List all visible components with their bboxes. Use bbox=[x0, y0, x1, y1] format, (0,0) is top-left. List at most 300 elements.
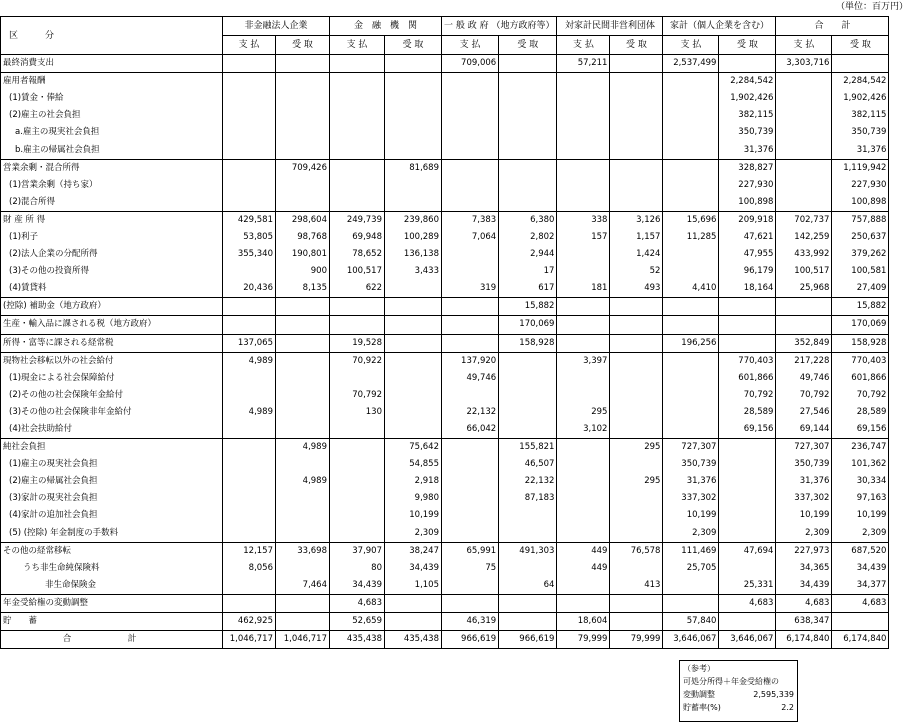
table-cell: 2,309 bbox=[832, 525, 889, 543]
table-cell bbox=[276, 298, 330, 316]
reference-line2-value: 2,595,339 bbox=[753, 690, 794, 699]
header-recv: 受 取 bbox=[832, 36, 889, 55]
table-cell bbox=[557, 370, 610, 387]
table-cell: 379,262 bbox=[832, 246, 889, 263]
table-cell: 295 bbox=[610, 473, 663, 490]
table-cell bbox=[557, 334, 610, 352]
table-cell: 100,898 bbox=[719, 194, 776, 212]
table-cell: 27,409 bbox=[832, 280, 889, 298]
table-cell bbox=[442, 141, 499, 159]
table-cell bbox=[385, 73, 442, 91]
table-cell bbox=[276, 404, 330, 421]
table-cell: 702,737 bbox=[776, 211, 832, 229]
table-cell bbox=[330, 456, 385, 473]
table-cell bbox=[776, 73, 832, 91]
table-cell bbox=[499, 352, 557, 370]
table-cell bbox=[499, 525, 557, 543]
table-cell bbox=[610, 141, 663, 159]
table-cell: 3,303,716 bbox=[776, 55, 832, 73]
table-cell bbox=[385, 177, 442, 194]
table-row bbox=[1, 594, 889, 612]
table-cell bbox=[557, 525, 610, 543]
table-row bbox=[1, 421, 889, 439]
table-cell bbox=[223, 55, 276, 73]
table-row bbox=[1, 490, 889, 507]
table-cell: 328,827 bbox=[719, 159, 776, 177]
table-cell: 617 bbox=[499, 280, 557, 298]
table-cell: 10,199 bbox=[663, 507, 719, 524]
table-cell bbox=[610, 613, 663, 631]
table-cell bbox=[223, 194, 276, 212]
table-cell bbox=[442, 124, 499, 141]
row-label: (2)雇主の帰属社会負担 bbox=[1, 473, 223, 490]
table-cell: 1,046,717 bbox=[223, 631, 276, 649]
row-label: (3)その他の社会保険非年金給付 bbox=[1, 404, 223, 421]
table-cell: 20,436 bbox=[223, 280, 276, 298]
table-cell: 382,115 bbox=[719, 107, 776, 124]
table-cell bbox=[442, 439, 499, 457]
table-cell: 1,046,717 bbox=[276, 631, 330, 649]
table-cell: 31,376 bbox=[663, 473, 719, 490]
table-cell bbox=[442, 90, 499, 107]
row-label: (1)現金による社会保障給付 bbox=[1, 370, 223, 387]
table-cell bbox=[610, 55, 663, 73]
table-cell bbox=[557, 473, 610, 490]
table-cell: 622 bbox=[330, 280, 385, 298]
table-cell: 30,334 bbox=[832, 473, 889, 490]
table-cell bbox=[663, 124, 719, 141]
table-cell: 7,064 bbox=[442, 229, 499, 246]
table-cell bbox=[557, 141, 610, 159]
table-row bbox=[1, 159, 889, 177]
table-cell bbox=[276, 352, 330, 370]
table-cell bbox=[663, 159, 719, 177]
table-cell: 76,578 bbox=[610, 542, 663, 560]
table-cell bbox=[276, 507, 330, 524]
table-cell: 413 bbox=[610, 577, 663, 595]
table-cell bbox=[442, 263, 499, 280]
row-label: (1)雇主の現実社会負担 bbox=[1, 456, 223, 473]
table-cell bbox=[330, 55, 385, 73]
table-cell: 433,992 bbox=[776, 246, 832, 263]
table-row bbox=[1, 124, 889, 141]
row-label: (1)利子 bbox=[1, 229, 223, 246]
table-cell bbox=[276, 73, 330, 91]
table-cell: 4,683 bbox=[330, 594, 385, 612]
table-cell bbox=[276, 594, 330, 612]
table-cell bbox=[557, 439, 610, 457]
table-cell: 66,042 bbox=[442, 421, 499, 439]
table-cell bbox=[330, 141, 385, 159]
table-row bbox=[1, 246, 889, 263]
table-cell bbox=[719, 456, 776, 473]
table-cell bbox=[499, 507, 557, 524]
header-group: 一 般 政 府 （地方政府等） bbox=[442, 17, 557, 36]
header-pay: 支 払 bbox=[330, 36, 385, 55]
table-cell bbox=[557, 90, 610, 107]
table-cell: 227,930 bbox=[832, 177, 889, 194]
reference-line3-value: 2.2 bbox=[781, 703, 794, 712]
income-distribution-table bbox=[0, 16, 889, 649]
table-cell: 966,619 bbox=[442, 631, 499, 649]
table-cell: 295 bbox=[557, 404, 610, 421]
row-label: 非生命保険金 bbox=[1, 577, 223, 595]
table-cell bbox=[610, 177, 663, 194]
row-label: (2)法人企業の分配所得 bbox=[1, 246, 223, 263]
table-cell: 100,517 bbox=[776, 263, 832, 280]
table-cell: 37,907 bbox=[330, 542, 385, 560]
table-cell: 350,739 bbox=[776, 456, 832, 473]
table-cell: 2,309 bbox=[776, 525, 832, 543]
table-cell bbox=[385, 352, 442, 370]
table-cell: 638,347 bbox=[776, 613, 832, 631]
table-row bbox=[1, 387, 889, 404]
table-cell bbox=[442, 334, 499, 352]
table-cell: 3,646,067 bbox=[719, 631, 776, 649]
table-cell bbox=[276, 560, 330, 577]
header-group: 家計（個人企業を含む） bbox=[663, 17, 776, 36]
table-cell bbox=[223, 73, 276, 91]
table-cell bbox=[610, 560, 663, 577]
table-cell bbox=[610, 298, 663, 316]
table-cell: 47,955 bbox=[719, 246, 776, 263]
table-row bbox=[1, 73, 889, 91]
table-cell: 727,307 bbox=[663, 439, 719, 457]
table-cell: 101,362 bbox=[832, 456, 889, 473]
row-label: (5) (控除) 年金制度の手数料 bbox=[1, 525, 223, 543]
row-label: 所得・富等に課される経常税 bbox=[1, 334, 223, 352]
table-cell bbox=[276, 370, 330, 387]
table-cell bbox=[663, 370, 719, 387]
table-cell bbox=[499, 387, 557, 404]
table-cell bbox=[442, 246, 499, 263]
table-cell: 209,918 bbox=[719, 211, 776, 229]
table-cell: 81,689 bbox=[385, 159, 442, 177]
table-cell: 900 bbox=[276, 263, 330, 280]
row-label: (3)その他の投資所得 bbox=[1, 263, 223, 280]
table-cell: 19,528 bbox=[330, 334, 385, 352]
table-cell: 4,683 bbox=[776, 594, 832, 612]
table-cell bbox=[610, 107, 663, 124]
table-cell: 49,746 bbox=[442, 370, 499, 387]
table-row bbox=[1, 456, 889, 473]
row-label: 最終消費支出 bbox=[1, 55, 223, 73]
row-label: (1)営業余剰（持ち家） bbox=[1, 177, 223, 194]
table-cell: 80 bbox=[330, 560, 385, 577]
table-cell bbox=[330, 439, 385, 457]
table-cell bbox=[223, 525, 276, 543]
table-cell: 31,376 bbox=[776, 473, 832, 490]
table-cell bbox=[499, 141, 557, 159]
table-cell: 709,426 bbox=[276, 159, 330, 177]
table-cell: 79,999 bbox=[610, 631, 663, 649]
table-cell bbox=[330, 107, 385, 124]
reference-title: （参考） bbox=[683, 664, 715, 673]
table-cell: 236,747 bbox=[832, 439, 889, 457]
table-row bbox=[1, 404, 889, 421]
table-cell: 6,174,840 bbox=[776, 631, 832, 649]
table-cell bbox=[330, 490, 385, 507]
table-cell bbox=[276, 456, 330, 473]
table-cell bbox=[776, 159, 832, 177]
table-cell bbox=[499, 370, 557, 387]
table-cell: 3,126 bbox=[610, 211, 663, 229]
table-cell bbox=[610, 594, 663, 612]
table-cell bbox=[330, 525, 385, 543]
table-cell: 1,902,426 bbox=[832, 90, 889, 107]
table-row bbox=[1, 352, 889, 370]
table-cell bbox=[276, 334, 330, 352]
table-cell: 98,768 bbox=[276, 229, 330, 246]
table-cell bbox=[442, 507, 499, 524]
row-label: (控除) 補助金（地方政府） bbox=[1, 298, 223, 316]
table-cell bbox=[223, 490, 276, 507]
table-cell bbox=[223, 90, 276, 107]
table-cell bbox=[663, 246, 719, 263]
row-label: (2)雇主の社会負担 bbox=[1, 107, 223, 124]
table-cell: 158,928 bbox=[499, 334, 557, 352]
table-cell bbox=[499, 594, 557, 612]
table-cell bbox=[330, 194, 385, 212]
table-cell: 4,989 bbox=[276, 439, 330, 457]
table-cell bbox=[385, 298, 442, 316]
table-cell: 22,132 bbox=[442, 404, 499, 421]
table-cell: 11,285 bbox=[663, 229, 719, 246]
row-label: (4)社会扶助給付 bbox=[1, 421, 223, 439]
table-cell bbox=[663, 404, 719, 421]
table-cell bbox=[719, 316, 776, 334]
table-cell bbox=[330, 124, 385, 141]
table-cell: 34,377 bbox=[832, 577, 889, 595]
table-cell: 137,920 bbox=[442, 352, 499, 370]
table-cell: 34,439 bbox=[385, 560, 442, 577]
row-label: 財 産 所 得 bbox=[1, 211, 223, 229]
table-cell: 435,438 bbox=[330, 631, 385, 649]
table-cell bbox=[223, 370, 276, 387]
table-cell bbox=[610, 194, 663, 212]
table-cell bbox=[610, 525, 663, 543]
table-cell bbox=[223, 594, 276, 612]
table-cell bbox=[663, 90, 719, 107]
table-cell bbox=[385, 55, 442, 73]
table-cell: 2,944 bbox=[499, 246, 557, 263]
table-cell: 1,157 bbox=[610, 229, 663, 246]
table-cell bbox=[442, 577, 499, 595]
table-cell: 601,866 bbox=[832, 370, 889, 387]
table-cell bbox=[442, 525, 499, 543]
table-cell: 2,309 bbox=[663, 525, 719, 543]
row-label: 純社会負担 bbox=[1, 439, 223, 457]
row-label: 現物社会移転以外の社会給付 bbox=[1, 352, 223, 370]
table-cell bbox=[330, 316, 385, 334]
table-row bbox=[1, 560, 889, 577]
table-cell: 757,888 bbox=[832, 211, 889, 229]
table-cell: 157 bbox=[557, 229, 610, 246]
header-pay: 支 払 bbox=[776, 36, 832, 55]
table-cell: 4,989 bbox=[223, 404, 276, 421]
table-cell: 10,199 bbox=[385, 507, 442, 524]
table-cell: 130 bbox=[330, 404, 385, 421]
table-cell: 429,581 bbox=[223, 211, 276, 229]
table-cell: 75,642 bbox=[385, 439, 442, 457]
table-cell: 295 bbox=[610, 439, 663, 457]
table-cell: 4,683 bbox=[832, 594, 889, 612]
table-cell bbox=[330, 298, 385, 316]
reference-line3-label: 貯蓄率(%) bbox=[683, 703, 721, 712]
table-cell bbox=[663, 387, 719, 404]
table-cell bbox=[499, 159, 557, 177]
table-cell bbox=[719, 560, 776, 577]
table-cell: 158,928 bbox=[832, 334, 889, 352]
table-row bbox=[1, 298, 889, 316]
table-cell: 1,902,426 bbox=[719, 90, 776, 107]
table-cell: 49,746 bbox=[776, 370, 832, 387]
table-cell bbox=[223, 107, 276, 124]
table-cell bbox=[276, 90, 330, 107]
table-cell bbox=[276, 124, 330, 141]
table-cell: 6,174,840 bbox=[832, 631, 889, 649]
table-row bbox=[1, 177, 889, 194]
table-cell bbox=[499, 613, 557, 631]
table-cell: 100,289 bbox=[385, 229, 442, 246]
table-cell bbox=[276, 421, 330, 439]
table-cell: 966,619 bbox=[499, 631, 557, 649]
table-cell: 12,157 bbox=[223, 542, 276, 560]
table-cell: 9,980 bbox=[385, 490, 442, 507]
table-cell: 449 bbox=[557, 542, 610, 560]
header-pay: 支 払 bbox=[442, 36, 499, 55]
table-cell: 8,056 bbox=[223, 560, 276, 577]
table-cell bbox=[276, 141, 330, 159]
table-cell: 227,930 bbox=[719, 177, 776, 194]
table-cell: 4,683 bbox=[719, 594, 776, 612]
table-cell bbox=[832, 613, 889, 631]
header-pay: 支 払 bbox=[557, 36, 610, 55]
table-cell bbox=[719, 298, 776, 316]
table-cell: 28,589 bbox=[832, 404, 889, 421]
header-group: 合 計 bbox=[776, 17, 889, 36]
row-label: 合 計 bbox=[1, 631, 223, 649]
row-label: (1)賃金・俸給 bbox=[1, 90, 223, 107]
table-cell bbox=[385, 404, 442, 421]
table-cell bbox=[330, 370, 385, 387]
table-row bbox=[1, 107, 889, 124]
table-cell bbox=[557, 316, 610, 334]
table-cell bbox=[330, 473, 385, 490]
row-label: 生産・輸入品に課される税（地方政府） bbox=[1, 316, 223, 334]
table-cell bbox=[663, 263, 719, 280]
table-cell: 22,132 bbox=[499, 473, 557, 490]
table-cell: 250,637 bbox=[832, 229, 889, 246]
table-cell bbox=[663, 141, 719, 159]
row-label: その他の経常移転 bbox=[1, 542, 223, 560]
table-cell: 1,424 bbox=[610, 246, 663, 263]
table-cell bbox=[776, 141, 832, 159]
table-cell: 350,739 bbox=[663, 456, 719, 473]
table-row bbox=[1, 263, 889, 280]
table-row bbox=[1, 194, 889, 212]
table-cell bbox=[557, 594, 610, 612]
table-cell bbox=[442, 159, 499, 177]
table-cell bbox=[663, 352, 719, 370]
table-cell bbox=[385, 316, 442, 334]
table-cell: 239,860 bbox=[385, 211, 442, 229]
table-cell bbox=[557, 159, 610, 177]
table-cell: 64 bbox=[499, 577, 557, 595]
table-cell: 190,801 bbox=[276, 246, 330, 263]
header-recv: 受 取 bbox=[385, 36, 442, 55]
table-cell bbox=[663, 421, 719, 439]
table-cell bbox=[663, 107, 719, 124]
table-cell: 54,855 bbox=[385, 456, 442, 473]
table-cell bbox=[557, 263, 610, 280]
table-row bbox=[1, 280, 889, 298]
table-cell: 3,433 bbox=[385, 263, 442, 280]
table-cell bbox=[499, 107, 557, 124]
row-label: b.雇主の帰属社会負担 bbox=[1, 141, 223, 159]
table-cell: 687,520 bbox=[832, 542, 889, 560]
table-cell bbox=[385, 421, 442, 439]
table-cell bbox=[499, 124, 557, 141]
table-row bbox=[1, 439, 889, 457]
table-cell bbox=[499, 177, 557, 194]
table-cell bbox=[385, 107, 442, 124]
table-cell: 33,698 bbox=[276, 542, 330, 560]
table-cell: 217,228 bbox=[776, 352, 832, 370]
table-cell bbox=[719, 55, 776, 73]
table-cell: 770,403 bbox=[719, 352, 776, 370]
reference-line2-label: 変動調整 bbox=[683, 690, 715, 699]
row-label: (2)その他の社会保険年金給付 bbox=[1, 387, 223, 404]
table-cell: 727,307 bbox=[776, 439, 832, 457]
table-row bbox=[1, 90, 889, 107]
table-cell: 57,211 bbox=[557, 55, 610, 73]
table-cell bbox=[557, 456, 610, 473]
table-cell: 3,646,067 bbox=[663, 631, 719, 649]
table-cell bbox=[610, 334, 663, 352]
table-cell bbox=[223, 507, 276, 524]
table-cell: 97,163 bbox=[832, 490, 889, 507]
table-cell bbox=[610, 370, 663, 387]
table-cell: 2,537,499 bbox=[663, 55, 719, 73]
table-cell: 8,135 bbox=[276, 280, 330, 298]
table-cell bbox=[276, 490, 330, 507]
table-cell: 10,199 bbox=[832, 507, 889, 524]
table-cell bbox=[223, 387, 276, 404]
table-cell: 337,302 bbox=[663, 490, 719, 507]
table-cell: 34,439 bbox=[330, 577, 385, 595]
table-cell bbox=[499, 194, 557, 212]
table-cell bbox=[719, 473, 776, 490]
row-label: 雇用者報酬 bbox=[1, 73, 223, 91]
table-cell: 70,792 bbox=[832, 387, 889, 404]
table-cell: 4,989 bbox=[223, 352, 276, 370]
table-cell: 53,805 bbox=[223, 229, 276, 246]
table-cell bbox=[442, 594, 499, 612]
table-cell bbox=[610, 316, 663, 334]
table-cell: 100,517 bbox=[330, 263, 385, 280]
table-cell bbox=[719, 490, 776, 507]
table-cell: 15,696 bbox=[663, 211, 719, 229]
table-cell: 709,006 bbox=[442, 55, 499, 73]
table-cell bbox=[223, 124, 276, 141]
table-cell: 170,069 bbox=[832, 316, 889, 334]
header-recv: 受 取 bbox=[610, 36, 663, 55]
table-cell bbox=[499, 90, 557, 107]
table-cell bbox=[499, 560, 557, 577]
table-cell: 1,119,942 bbox=[832, 159, 889, 177]
header-group: 対家計民間非営利団体 bbox=[557, 17, 663, 36]
